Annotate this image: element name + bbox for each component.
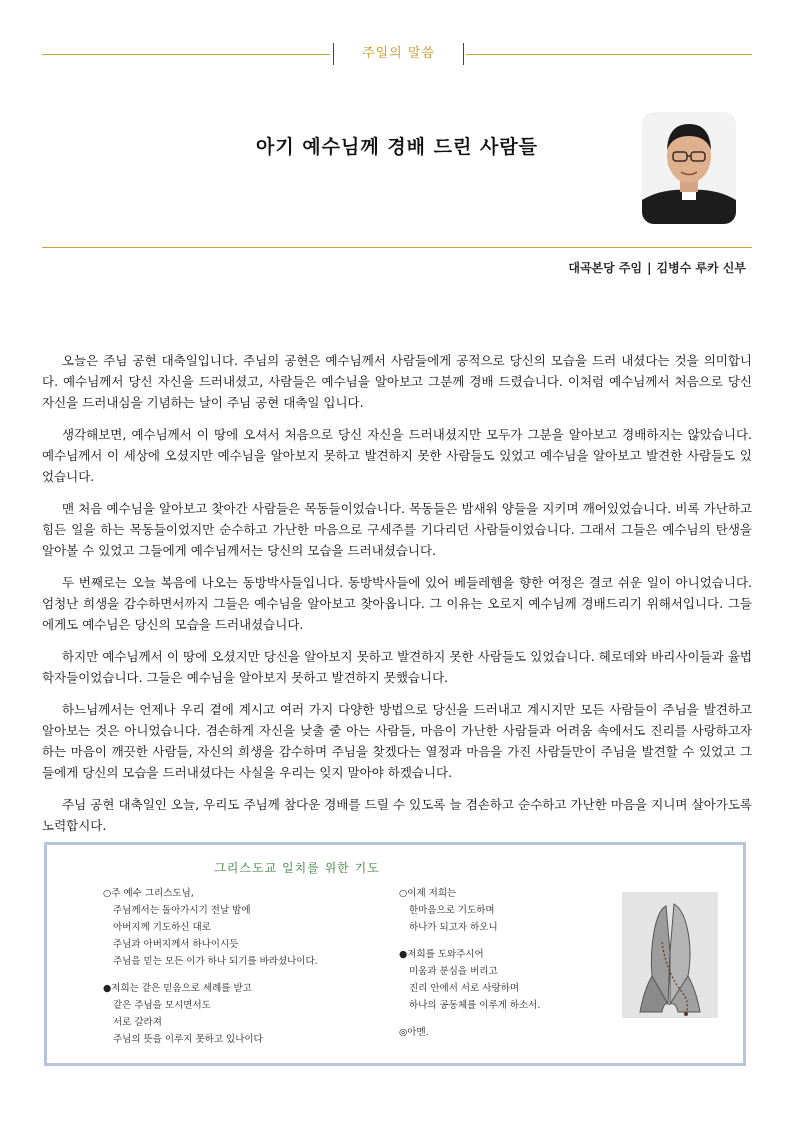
prayer-line: ●저희는 같은 믿음으로 세례를 받고 [103,983,252,994]
byline-author: 김병수 루카 신부 [656,261,746,275]
prayer-line: 주님과 아버지께서 하나이시듯 [113,939,239,950]
title-divider [42,247,752,248]
author-portrait [642,112,736,224]
prayer-line: ○이제 저희는 [399,888,457,899]
section-label: 주일의 말씀 [362,46,435,61]
prayer-box [44,842,746,1066]
paragraph: 하느님께서는 언제나 우리 곁에 계시고 여러 가지 다양한 방법으로 당신을 드러내고 계시지만 모든 사람들이 주님을 발견하고 알아보는 것은 아니었습니다. 겸손하게 자신을 낮출 줄 아는 사람들, 마음이 가난한 사람들과 어려움 속에서도 진리를 사랑하고자 하는 마음이 깨끗한 사람들, 자신의 희생을 감수하며 주님을 찾겠다는 열정과 마음을 가진 사람들만이 주님을 발견할 수 있었고 그들에게 당신의 모습을 드러내셨다는 사실을 우리는 잊지 말아야 하겠습니다. [42,702,752,780]
paragraph: 맨 처음 예수님을 알아보고 찾아간 사람들은 목동들이었습니다. 목동들은 밤새워 양들을 지키며 깨어있었습니다. 비록 가난하고 힘든 일을 하는 목동들이었지만 순수하고 가난한 마음으로 구세주를 기다리던 사람들이었습니다. 그래서 그들은 예수님의 탄생을 알아볼 수 있었고 그들에게 예수님께서는 당신의 모습을 드러내셨습니다. [42,501,752,558]
header-rule-right [466,54,752,55]
paragraph: 두 번째로는 오늘 복음에 나오는 동방박사들입니다. 동방박사들에 있어 베들레헴을 향한 여정은 결코 쉬운 일이 아니었습니다. 엄청난 희생을 감수하면서까지 그들은 예수님을 알아보고 찾아옵니다. 그 이유는 오로지 예수님께 경배드리기 위해서입니다. 그들에게도 예수님은 당신의 모습을 드러내셨습니다. [42,575,752,632]
paragraph: 오늘은 주님 공현 대축일입니다. 주님의 공현은 예수님께서 사람들에게 공적으로 당신의 모습을 드러 내셨다는 것을 의미합니다. 예수님께서 당신 자신을 드러내셨고, 사람들은 예수님을 알아보고 그분께 경배 드렸습니다. 이처럼 예수님께서 처음으로 당신 자신을 드러내심을 기념하는 날이 주님 공현 대축일 입니다. [42,353,752,410]
paragraph: 주님 공현 대축일인 오늘, 우리도 주님께 참다운 경배를 드릴 수 있도록 늘 겸손하고 순수하고 가난한 마음을 지니며 살아가도록 노력합시다. [42,797,752,833]
paragraph: 생각해보면, 예수님께서 이 땅에 오셔서 처음으로 당신 자신을 드러내셨지만 모두가 그분을 알아보고 경배하지는 않았습니다. 예수님께서 이 세상에 오셨지만 예수님을 알아보지 못하고 발견하지 못한 사람들도 있었고 예수님을 알아보고 발견한 사람들도 있었습니다. [42,427,752,484]
prayer-stanza [399,1024,619,1041]
prayer-stanza [399,946,619,1014]
prayer-line: 미움과 분심을 버리고 [409,966,498,977]
byline [568,259,746,276]
prayer-line: ◎아멘. [399,1027,429,1038]
prayer-stanza [103,885,403,970]
prayer-line: ●저희를 도와주시어 [399,949,484,960]
prayer-line: 하나의 공동체를 이루게 하소서. [409,1000,541,1011]
page-title: 아기 예수님께 경배 드린 사람들 [255,136,539,158]
praying-hands-image [622,892,718,1018]
header-tick-right [463,43,464,65]
sermon-body [42,350,752,847]
prayer-line: 한마음으로 기도하며 [409,905,495,916]
prayer-line: 주님의 뜻을 이루지 못하고 있나이다 [113,1034,263,1045]
prayer-line: 진리 안에서 서로 사랑하며 [409,983,520,994]
prayer-line: 서로 갈라져 [113,1017,162,1028]
prayer-line: 주님께서는 돌아가시기 전날 밤에 [113,905,251,916]
header-rule-left [42,54,330,55]
prayer-line: 같은 주님을 모시면서도 [113,1000,211,1011]
prayer-title: 그리스도교 일치를 위한 기도 [214,861,380,875]
byline-parish: 대곡본당 주임 [568,261,643,275]
prayer-line: 아버지께 기도하신 대로 [113,922,211,933]
prayer-column-right [399,885,619,1051]
prayer-column-left [103,885,403,1058]
paragraph: 하지만 예수님께서 이 땅에 오셨지만 당신을 알아보지 못하고 발견하지 못한 사람들도 있었습니다. 헤로데와 바리사이들과 율법 학자들이었습니다. 그들은 예수님을 알아보지 못하고 발견하지 못했습니다. [42,649,752,685]
prayer-stanza [103,980,403,1048]
prayer-line: 하나가 되고자 하오니 [409,922,498,933]
prayer-line: 주님을 믿는 모든 이가 하나 되기를 바라셨나이다. [113,956,318,967]
prayer-stanza [399,885,619,936]
byline-separator: | [647,261,652,275]
prayer-line: ○주 예수 그리스도님, [103,888,194,899]
